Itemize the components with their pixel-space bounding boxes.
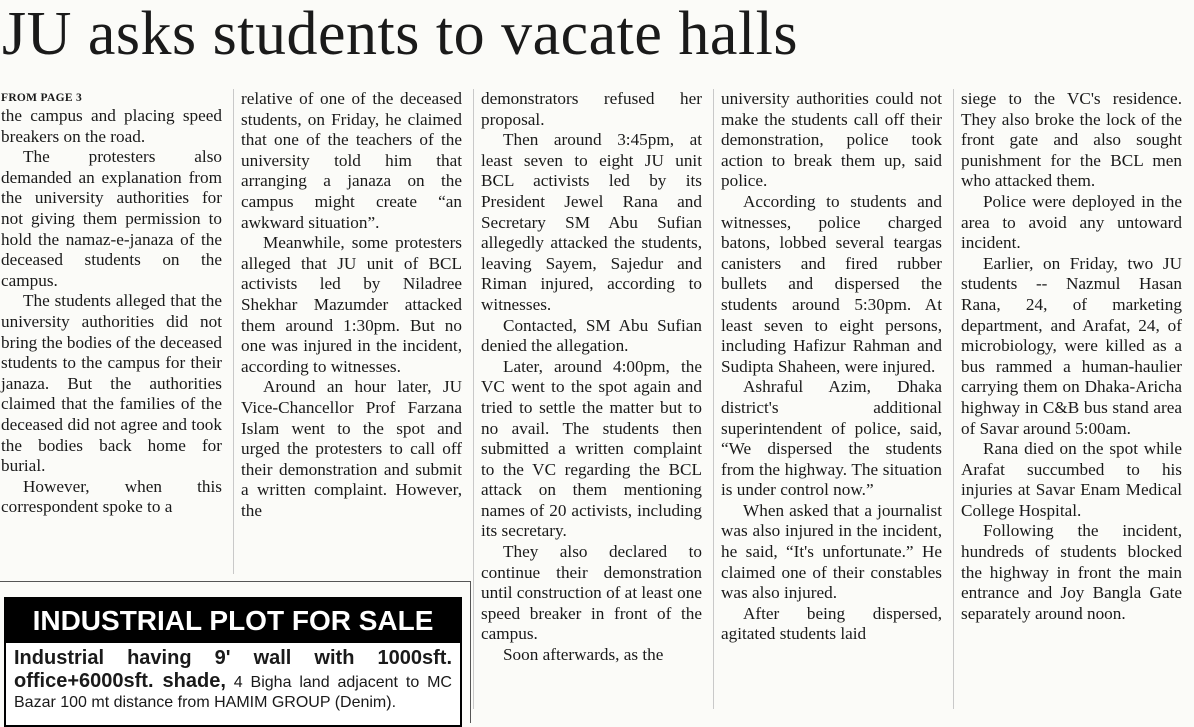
paragraph: The students alleged that the university authorities did not bring the bodies of the deceased students to the campus for their janaza. But the authorities claimed that the families of the deceased did not agree and took the bodies back home for burial. — [1, 291, 222, 476]
paragraph: Later, around 4:00pm, the VC went to the spot again and tried to settle the matter but to no avail. The students then submitted a written complaint to the VC regarding the BCL attack on them mentioning names of 20 activists, including its secretary. — [481, 356, 702, 541]
continued-from-kicker: FROM PAGE 3 — [1, 92, 83, 104]
ad-box — [4, 597, 462, 727]
paragraph: Earlier, on Friday, two JU students -- Nazmul Hasan Rana, 24, of marketing department, and Arafat, 24, of microbiology, were killed as a bus rammed a human-haulier carrying them on Dhaka-Aricha highway in C&B bus stand area of Savar around 5:00am. — [961, 253, 1182, 438]
column-divider — [473, 89, 474, 709]
column-divider — [713, 89, 714, 709]
paragraph: university authorities could not make the students call off their demonstration, police took action to break them up, said police. — [721, 89, 942, 191]
paragraph: Ashraful Azim, Dhaka district's additional superintendent of police, said, “We dispersed the students from the highway. The situation is under control now.” — [721, 377, 942, 500]
column-divider — [233, 89, 234, 574]
headline: JU asks students to vacate halls — [2, 0, 799, 68]
ad-body — [6, 643, 460, 713]
paragraph: Police were deployed in the area to avoid any untoward incident. — [961, 191, 1182, 253]
paragraph: Meanwhile, some protesters alleged that JU unit of BCL activists led by Niladree Shekhar Mazumder attacked them around 1:30pm. But no one was injured in the incident, according to witnesses. — [241, 233, 462, 376]
paragraph: Following the incident, hundreds of students blocked the highway in front the main entrance and Joy Bangla Gate separately around noon. — [961, 521, 1182, 623]
paragraph: When asked that a journalist was also injured in the incident, he said, “It's unfortunate.” He claimed one of their constables was also injured. — [721, 500, 942, 603]
paragraph: The protesters also demanded an explanation from the university authorities for not giving them permission to hold the namaz-e-janaza of the deceased students on the campus. — [1, 147, 222, 290]
paragraph: demonstrators refused her proposal. — [481, 89, 702, 129]
article-column-3 — [481, 89, 702, 666]
paragraph: Around an hour later, JU Vice-Chancellor Prof Farzana Islam went to the spot and urged the protesters to call off their demonstration and submit a written complaint. However, the — [241, 377, 462, 520]
paragraph: Rana died on the spot while Arafat succumbed to his injuries at Savar Enam Medical College Hospital. — [961, 439, 1182, 520]
ad-bold-text: Industrial having 9' wall with 1000sft. office+6000sft. shade, — [14, 647, 452, 692]
article-column-4 — [721, 89, 942, 645]
paragraph: However, when this correspondent spoke to a — [1, 476, 222, 517]
paragraph: Then around 3:45pm, at least seven to eight JU unit BCL activists led by its President Jewel Rana and Secretary SM Abu Sufian allegedly attacked the students, leaving Sayem, Sajedur and Riman injured, according to witnesses. — [481, 130, 702, 314]
paragraph: According to students and witnesses, police charged batons, lobbed several teargas canisters and fired rubber bullets and dispersed the students around 5:30pm. At least seven to eight persons, including Hafizur Rahman and Sudipta Shaheen, were injured. — [721, 191, 942, 376]
column-divider — [953, 89, 954, 709]
paragraph: relative of one of the deceased students, on Friday, he claimed that one of the teachers of the university told him that arranging a janaza on the campus might create “an awkward situation”. — [241, 89, 462, 232]
paragraph: Contacted, SM Abu Sufian denied the allegation. — [481, 315, 702, 356]
article-column-2 — [241, 89, 462, 521]
paragraph: They also declared to continue their demonstration until construction of at least one speed breaker in front of the campus. — [481, 542, 702, 644]
paragraph: the campus and placing speed breakers on the road. — [1, 106, 222, 146]
article-column-1 — [1, 89, 222, 518]
paragraph: Soon afterwards, as the — [503, 645, 664, 665]
paragraph: After being dispersed, agitated students laid — [721, 603, 942, 644]
ad-text: 4 Bigha land adjacent to MC Bazar 100 mt distance from HAMIM GROUP (Denim). — [14, 674, 452, 711]
classified-ad — [0, 581, 471, 723]
article-column-5 — [961, 89, 1182, 624]
ad-title: INDUSTRIAL PLOT FOR SALE — [6, 599, 460, 643]
paragraph: siege to the VC's residence. They also broke the lock of the front gate and also sought punishment for the BCL men who attacked them. — [961, 89, 1182, 191]
